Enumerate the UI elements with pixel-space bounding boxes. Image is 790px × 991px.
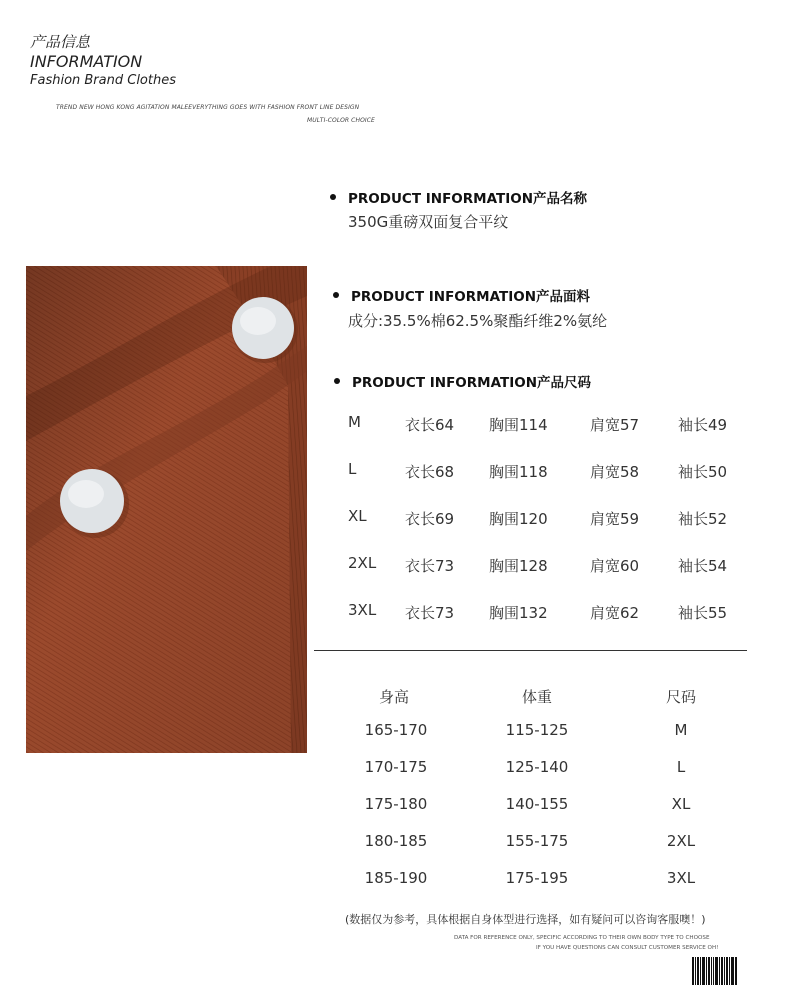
section-heading: PRODUCT INFORMATION产品面料 bbox=[351, 289, 591, 305]
size-label: 2XL bbox=[348, 554, 377, 572]
product-photo bbox=[26, 266, 307, 753]
chest-cell: 胸围120 bbox=[489, 510, 548, 528]
weight-cell: 175-195 bbox=[505, 869, 569, 887]
size-label: L bbox=[348, 460, 357, 478]
section-heading: PRODUCT INFORMATION产品名称 bbox=[348, 191, 588, 207]
shoulder-cell: 肩宽57 bbox=[590, 416, 640, 434]
length-cell: 衣长69 bbox=[405, 510, 455, 528]
shoulder-cell: 肩宽60 bbox=[590, 557, 640, 575]
chest-cell: 胸围132 bbox=[489, 604, 548, 622]
section-product-name bbox=[330, 187, 587, 207]
shoulder-cell: 肩宽58 bbox=[590, 463, 640, 481]
header-height: 身高 bbox=[378, 688, 410, 706]
reference-note-en-2: IF YOU HAVE QUESTIONS CAN CONSULT CUSTOMER SERVICE OH! bbox=[536, 945, 719, 951]
chest-cell: 胸围114 bbox=[489, 416, 548, 434]
size-cell: 3XL bbox=[666, 869, 696, 887]
header-size: 尺码 bbox=[665, 688, 697, 706]
material-value: 成分:35.5%棉62.5%聚酯纤维2%氨纶 bbox=[348, 312, 608, 330]
bullet-dot bbox=[333, 292, 339, 298]
size-label: M bbox=[348, 413, 361, 431]
product-name-value: 350G重磅双面复合平纹 bbox=[348, 213, 509, 231]
title-cn: 产品信息 bbox=[30, 33, 91, 51]
subtitle: Fashion Brand Clothes bbox=[30, 73, 176, 88]
height-cell: 170-175 bbox=[364, 758, 428, 776]
sleeve-cell: 袖长50 bbox=[678, 463, 728, 481]
divider bbox=[314, 650, 747, 651]
bullet-dot bbox=[334, 378, 340, 384]
sleeve-cell: 袖长54 bbox=[678, 557, 728, 575]
length-cell: 衣长73 bbox=[405, 604, 455, 622]
chest-cell: 胸围128 bbox=[489, 557, 548, 575]
chest-cell: 胸围118 bbox=[489, 463, 548, 481]
sleeve-cell: 袖长52 bbox=[678, 510, 728, 528]
tagline-2: MULTI-COLOR CHOICE bbox=[307, 117, 375, 124]
size-label: XL bbox=[348, 507, 367, 525]
reference-note: (数据仅为参考，具体根据自身体型进行选择，如有疑问可以咨询客服噢！) bbox=[345, 913, 706, 926]
height-cell: 165-170 bbox=[364, 721, 428, 739]
weight-cell: 155-175 bbox=[505, 832, 569, 850]
size-label: 3XL bbox=[348, 601, 377, 619]
weight-cell: 125-140 bbox=[505, 758, 569, 776]
length-cell: 衣长64 bbox=[405, 416, 455, 434]
barcode-icon bbox=[692, 957, 737, 985]
button-top bbox=[232, 297, 298, 363]
reference-note-en-1: DATA FOR REFERENCE ONLY, SPECIFIC ACCORDING TO THEIR OWN BODY TYPE TO CHOOSE bbox=[454, 935, 710, 941]
length-cell: 衣长68 bbox=[405, 463, 455, 481]
title-en: INFORMATION bbox=[30, 52, 143, 71]
weight-cell: 115-125 bbox=[505, 721, 569, 739]
section-size bbox=[334, 371, 591, 391]
height-cell: 185-190 bbox=[364, 869, 428, 887]
height-cell: 175-180 bbox=[364, 795, 428, 813]
height-cell: 180-185 bbox=[364, 832, 428, 850]
size-cell: L bbox=[676, 758, 686, 776]
size-cell: M bbox=[674, 721, 688, 739]
size-cell: XL bbox=[671, 795, 691, 813]
sleeve-cell: 袖长55 bbox=[678, 604, 728, 622]
bullet-dot bbox=[330, 194, 336, 200]
length-cell: 衣长73 bbox=[405, 557, 455, 575]
header-weight: 体重 bbox=[521, 688, 553, 706]
weight-cell: 140-155 bbox=[505, 795, 569, 813]
section-heading: PRODUCT INFORMATION产品尺码 bbox=[352, 375, 592, 391]
size-cell: 2XL bbox=[666, 832, 696, 850]
fabric-button-closeup bbox=[26, 266, 307, 753]
tagline-1: TREND NEW HONG KONG AGITATION MALEEVERYTHING GOES WITH FASHION FRONT LINE DESIGN bbox=[56, 104, 360, 111]
sleeve-cell: 袖长49 bbox=[678, 416, 728, 434]
shoulder-cell: 肩宽59 bbox=[590, 510, 640, 528]
section-material bbox=[333, 285, 590, 305]
shoulder-cell: 肩宽62 bbox=[590, 604, 640, 622]
